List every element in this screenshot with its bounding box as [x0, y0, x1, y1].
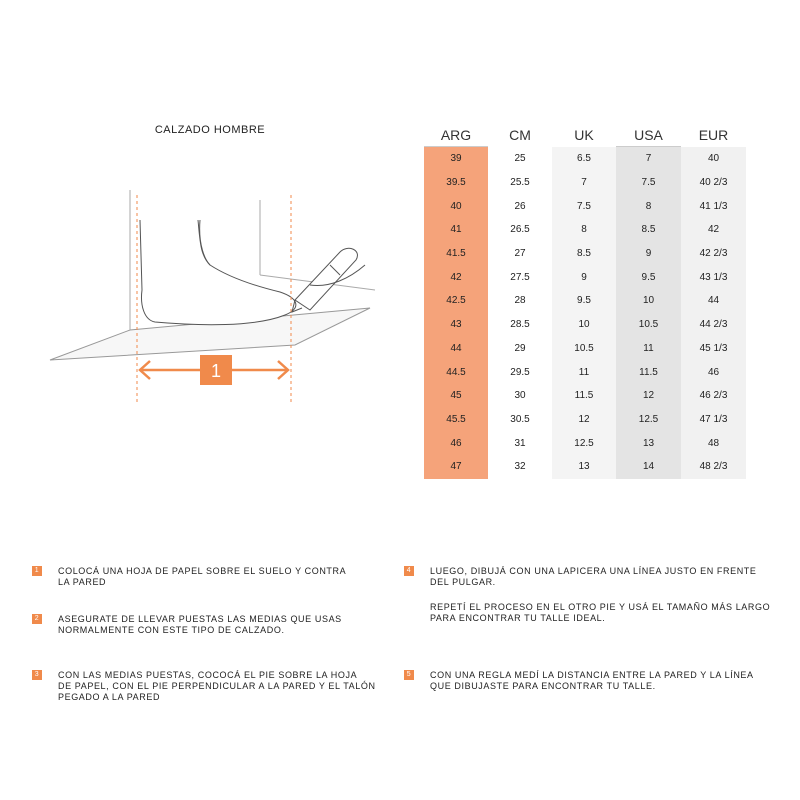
header-cm: CM	[509, 127, 531, 144]
size-cell-usa: 13	[616, 431, 681, 455]
table-row	[424, 265, 746, 289]
size-cell-cm: 27	[514, 248, 526, 260]
size-cell-arg: 47	[424, 455, 488, 479]
size-cell-cm: 25	[514, 153, 526, 165]
table-header-row	[424, 124, 746, 147]
size-cell-usa: 11	[616, 337, 681, 361]
size-cell-usa: 10	[616, 289, 681, 313]
step-text-line: REPETÍ EL PROCESO EN EL OTRO PIE Y USÁ EL TAMAÑO MÁS LARGO	[430, 602, 771, 612]
size-cell-eur: 40	[681, 147, 746, 171]
size-cell-arg: 41.5	[424, 242, 488, 266]
size-cell-uk: 11	[552, 360, 616, 384]
size-cell-eur: 44	[681, 289, 746, 313]
table-row	[424, 384, 746, 408]
step-text-line: NORMALMENTE CON ESTE TIPO DE CALZADO.	[58, 625, 285, 635]
step-number: 1	[32, 566, 42, 576]
size-cell-uk: 7.5	[552, 194, 616, 218]
table-row	[424, 194, 746, 218]
size-cell-eur: 48	[681, 431, 746, 455]
size-cell-cm: 26	[514, 200, 526, 212]
header-arg: ARG	[424, 124, 488, 147]
table-row	[424, 218, 746, 242]
size-cell-eur: 42 2/3	[681, 242, 746, 266]
table-row	[424, 408, 746, 432]
size-cell-usa: 9.5	[616, 265, 681, 289]
size-cell-uk: 12.5	[552, 431, 616, 455]
size-cell-usa: 11.5	[616, 360, 681, 384]
size-cell-usa: 8.5	[616, 218, 681, 242]
step-text-line: LUEGO, DIBUJÁ CON UNA LAPICERA UNA LÍNEA JUSTO EN FRENTE	[430, 566, 757, 576]
size-cell-cm: 31	[514, 437, 526, 449]
size-cell-eur: 47 1/3	[681, 408, 746, 432]
size-cell-cm: 32	[514, 461, 526, 473]
table-row	[424, 313, 746, 337]
header-usa: USA	[616, 124, 681, 147]
size-cell-eur: 48 2/3	[681, 455, 746, 479]
size-cell-uk: 8.5	[552, 242, 616, 266]
size-cell-arg: 39	[424, 147, 488, 171]
step-text-line: COLOCÁ UNA HOJA DE PAPEL SOBRE EL SUELO Y CONTRA	[58, 566, 347, 576]
size-cell-cm: 25.5	[510, 177, 530, 189]
size-cell-eur: 41 1/3	[681, 194, 746, 218]
size-cell-cm: 30	[514, 390, 526, 402]
size-cell-eur: 44 2/3	[681, 313, 746, 337]
size-cell-eur: 46 2/3	[681, 384, 746, 408]
step-text-line: CON LAS MEDIAS PUESTAS, COCOCÁ EL PIE SOBRE LA HOJA	[58, 670, 358, 680]
size-cell-usa: 12.5	[616, 408, 681, 432]
size-cell-cm: 28.5	[510, 319, 530, 331]
header-uk: UK	[574, 127, 594, 144]
size-cell-arg: 39.5	[424, 171, 488, 195]
size-cell-uk: 10.5	[552, 337, 616, 361]
table-row	[424, 337, 746, 361]
size-cell-cm: 30.5	[510, 413, 530, 425]
step-number: 4	[404, 566, 414, 576]
size-cell-cm: 28	[514, 295, 526, 307]
size-cell-eur: 45 1/3	[681, 337, 746, 361]
header-eur: EUR	[698, 127, 729, 144]
size-cell-usa: 8	[616, 194, 681, 218]
size-cell-arg: 46	[424, 431, 488, 455]
size-cell-arg: 45	[424, 384, 488, 408]
size-cell-cm: 29	[514, 342, 526, 354]
table-row	[424, 431, 746, 455]
size-cell-usa: 7	[616, 147, 681, 171]
size-cell-arg: 44	[424, 337, 488, 361]
step-text-line: CON UNA REGLA MEDÍ LA DISTANCIA ENTRE LA PARED Y LA LÍNEA	[430, 670, 754, 680]
size-cell-uk: 9	[552, 265, 616, 289]
size-cell-uk: 8	[552, 218, 616, 242]
size-cell-uk: 12	[552, 408, 616, 432]
size-cell-cm: 27.5	[510, 271, 530, 283]
step-text-line: PEGADO A LA PARED	[58, 692, 161, 702]
size-cell-arg: 42.5	[424, 289, 488, 313]
size-cell-usa: 10.5	[616, 313, 681, 337]
size-cell-uk: 6.5	[552, 147, 616, 171]
size-cell-arg: 45.5	[424, 408, 488, 432]
size-cell-cm: 26.5	[510, 224, 530, 236]
table-row	[424, 360, 746, 384]
size-cell-eur: 43 1/3	[681, 265, 746, 289]
size-cell-arg: 44.5	[424, 360, 488, 384]
measure-label: 1	[210, 361, 222, 381]
table-row	[424, 455, 746, 479]
table-row	[424, 289, 746, 313]
size-cell-cm: 29.5	[510, 366, 530, 378]
size-cell-uk: 13	[552, 455, 616, 479]
step-text-line: ASEGURATE DE LLEVAR PUESTAS LAS MEDIAS QUE USAS	[58, 614, 342, 624]
size-cell-arg: 43	[424, 313, 488, 337]
size-cell-eur: 42	[681, 218, 746, 242]
step-number: 5	[404, 670, 414, 680]
table-row	[424, 171, 746, 195]
step-text-line: DEL PULGAR.	[430, 577, 496, 587]
foot-measure-diagram	[40, 180, 380, 420]
size-cell-uk: 9.5	[552, 289, 616, 313]
size-table	[424, 124, 746, 479]
step-number: 3	[32, 670, 42, 680]
step-text-line: DE PAPEL, CON EL PIE PERPENDICULAR A LA PARED Y EL TALÓN	[58, 681, 376, 691]
size-cell-usa: 14	[616, 455, 681, 479]
step-text-line: QUE DIBUJASTE PARA ENCONTRAR TU TALLE.	[430, 681, 656, 691]
step-text-line: PARA ENCONTRAR TU TALLE IDEAL.	[430, 613, 606, 623]
table-row	[424, 242, 746, 266]
step-text-line: LA PARED	[58, 577, 107, 587]
table-row	[424, 147, 746, 171]
size-cell-usa: 9	[616, 242, 681, 266]
size-cell-uk: 7	[552, 171, 616, 195]
size-cell-uk: 11.5	[552, 384, 616, 408]
size-cell-eur: 40 2/3	[681, 171, 746, 195]
foot-outline	[140, 220, 296, 325]
size-cell-arg: 40	[424, 194, 488, 218]
size-cell-usa: 7.5	[616, 171, 681, 195]
size-cell-arg: 42	[424, 265, 488, 289]
size-cell-usa: 12	[616, 384, 681, 408]
step-number: 2	[32, 614, 42, 624]
size-cell-uk: 10	[552, 313, 616, 337]
page-title: CALZADO HOMBRE	[154, 124, 266, 136]
size-cell-eur: 46	[681, 360, 746, 384]
size-cell-arg: 41	[424, 218, 488, 242]
